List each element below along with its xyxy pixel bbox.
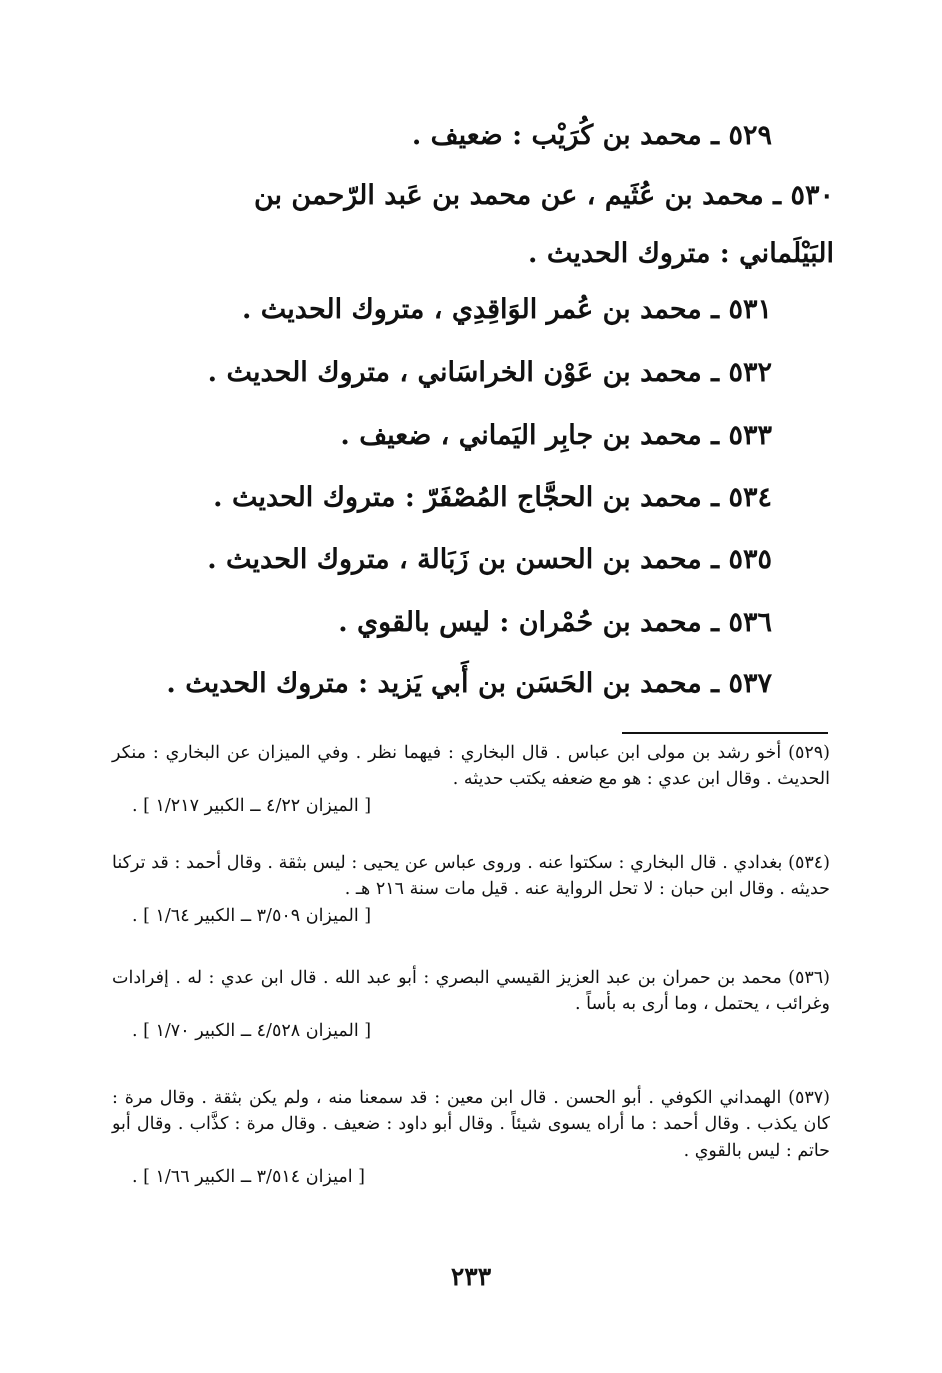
entry-529: ٥٢٩ ـ محمد بن كُرَيْب : ضعيف . xyxy=(411,120,772,151)
footnote-529-source: [ الميزان ٤/٢٢ ــ الكبير ١/٢١٧ ] . xyxy=(132,795,372,816)
footnote-537-text: (٥٣٧) الهمداني الكوفي . أبو الحسن . قال ابن معين : قد سمعنا منه ، ولم يكن بثقة . وقال مرة : كان يكذب . وقال أحمد : ما أراه يسوى شيئاً . وقال أبو داود : ضعيف . وقال مرة : كذَّاب . وقال أبو حاتم : ليس بالقوي . xyxy=(112,1088,830,1161)
footnote-534-source: [ الميزان ٣/٥٠٩ ــ الكبير ١/٦٤ ] . xyxy=(132,905,372,926)
footnote-534 xyxy=(112,850,830,929)
entry-530: ٥٣٠ ـ محمد بن عُثَيم ، عن محمد بن عَبد الرّحمن بن xyxy=(253,180,834,211)
footnote-529-text: (٥٢٩) أخو رشد بن مولى ابن عباس . قال البخاري : فيهما نظر . وفي الميزان عن البخاري : منكر الحديث . وقال ابن عدي : هو مع ضعفه يكتب حديثه . xyxy=(112,743,830,790)
entry-533: ٥٣٣ ـ محمد بن جابِر اليَماني ، ضعيف . xyxy=(340,420,772,451)
entry-537: ٥٣٧ ـ محمد بن الحَسَن بن أَبي يَزيد : متروك الحديث . xyxy=(166,668,772,699)
footnote-536 xyxy=(112,965,830,1044)
footnote-529 xyxy=(112,740,830,819)
entry-536: ٥٣٦ ـ محمد بن حُمْران : ليس بالقوي . xyxy=(338,607,772,638)
footnote-534-text: (٥٣٤) بغدادي . قال البخاري : سكتوا عنه . وروى عباس عن يحيى : ليس بثقة . وقال أحمد : قد تركنا حديثه . وقال ابن حبان : لا تحل الرواية عنه . قيل مات سنة ٢١٦ هـ . xyxy=(112,853,830,900)
page-number: ٢٣٣ xyxy=(450,1262,492,1291)
footnote-537 xyxy=(112,1085,830,1190)
footnote-divider xyxy=(622,732,828,734)
entry-535: ٥٣٥ ـ محمد بن الحسن بن زَبَالة ، متروك الحديث . xyxy=(207,544,772,575)
entry-532: ٥٣٢ ـ محمد بن عَوْن الخراسَاني ، متروك الحديث . xyxy=(207,357,772,388)
footnote-536-source: [ الميزان ٤/٥٢٨ ــ الكبير ١/٧٠ ] . xyxy=(132,1020,372,1041)
entry-534: ٥٣٤ ـ محمد بن الحجَّاج المُصْفَرّ : متروك الحديث . xyxy=(213,482,772,513)
entry-531: ٥٣١ ـ محمد بن عُمر الوَاقِدِي ، متروك الحديث . xyxy=(241,294,772,325)
entry-530-continuation: البَيْلَماني : متروك الحديث . xyxy=(528,238,834,269)
footnote-536-text: (٥٣٦) محمد بن حمران بن عبد العزيز القيسي البصري : أبو عبد الله . قال ابن عدي : له . إفرادات وغرائب ، يحتمل ، وما أرى به بأساً . xyxy=(112,968,830,1015)
footnote-537-source: [ اميزان ٣/٥١٤ ــ الكبير ١/٦٦ ] . xyxy=(132,1166,365,1187)
